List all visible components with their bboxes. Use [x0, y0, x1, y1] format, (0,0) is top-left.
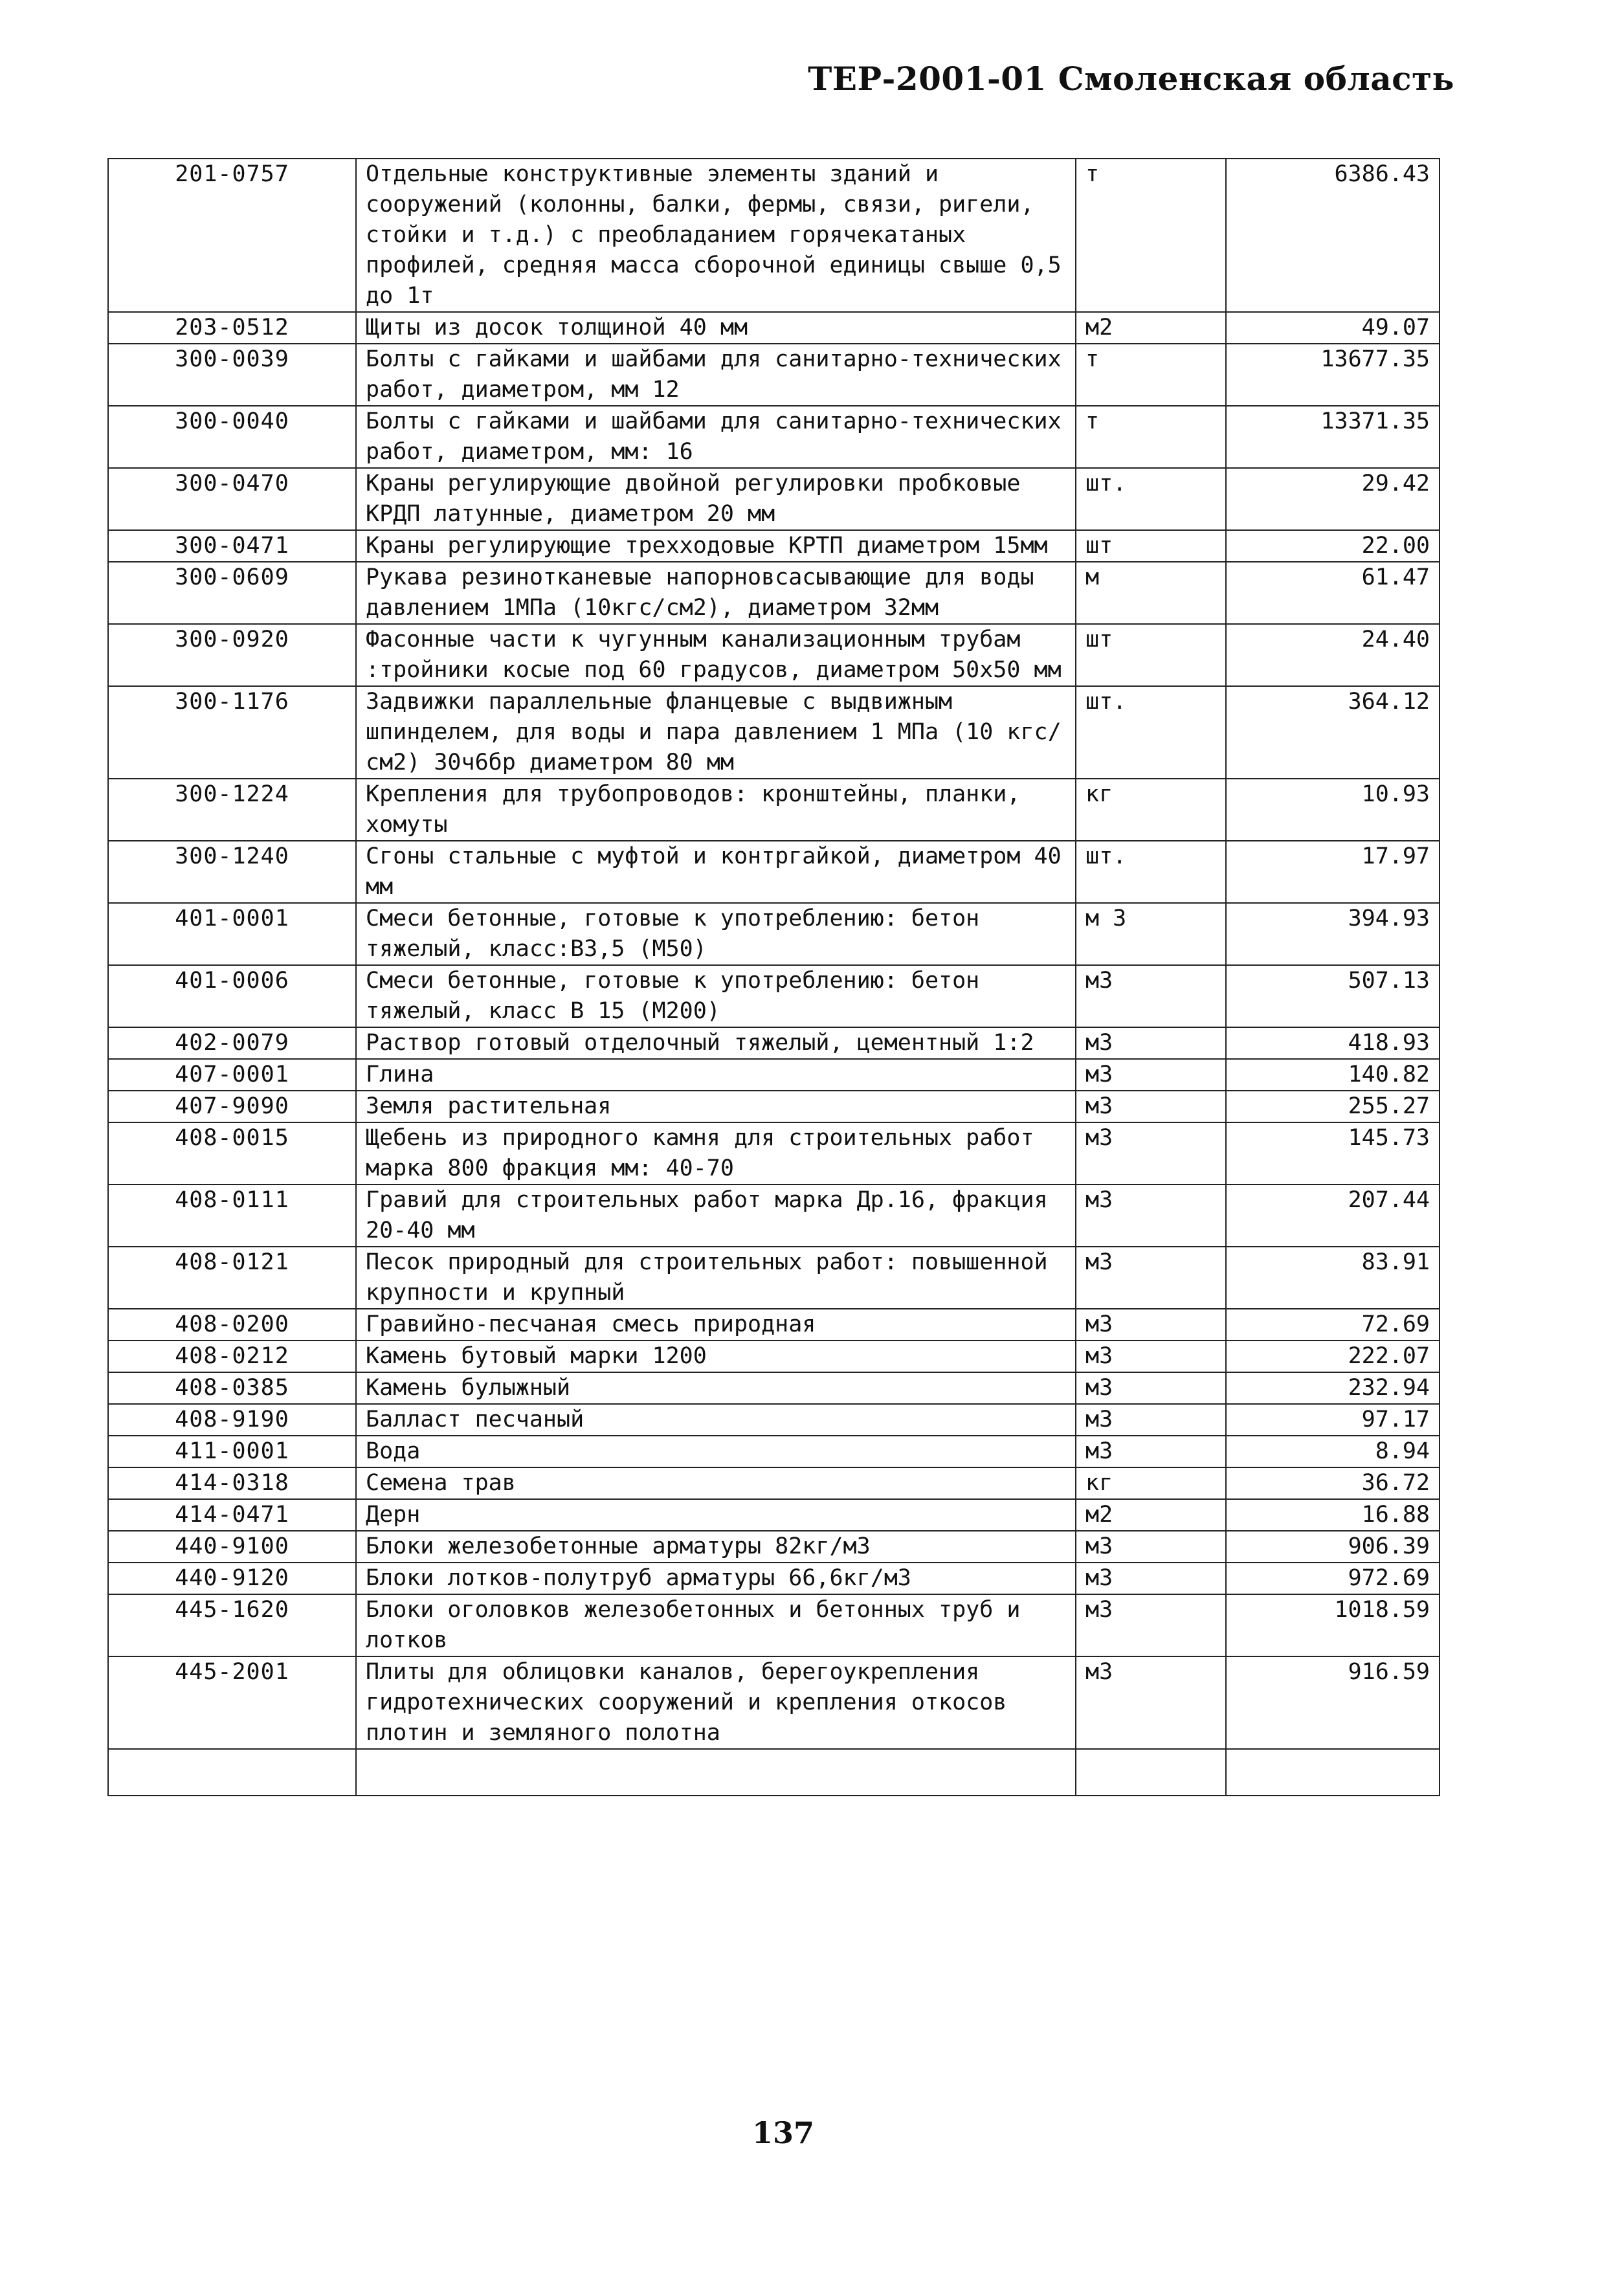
name-cell: Семена трав	[356, 1467, 1076, 1499]
name-cell: Рукава резинотканевые напорновсасывающие для воды давлением 1МПа (10кгс/см2), диаметром 32мм	[356, 562, 1076, 624]
code-cell: 203-0512	[108, 312, 356, 344]
unit-cell: м3	[1076, 1341, 1226, 1372]
price-table	[107, 158, 1440, 1796]
name-cell: Щебень из природного камня для строительных работ марка 800 фракция мм: 40-70	[356, 1122, 1076, 1185]
code-cell: 411-0001	[108, 1436, 356, 1467]
price-cell: 394.93	[1226, 903, 1440, 965]
name-cell: Балласт песчаный	[356, 1404, 1076, 1436]
price-cell: 232.94	[1226, 1372, 1440, 1404]
unit-cell: м3	[1076, 1531, 1226, 1563]
code-cell: 408-0121	[108, 1247, 356, 1309]
name-cell: Глина	[356, 1059, 1076, 1091]
code-cell: 445-1620	[108, 1594, 356, 1656]
table-row	[108, 159, 1440, 312]
code-cell: 440-9100	[108, 1531, 356, 1563]
code-cell: 201-0757	[108, 159, 356, 312]
code-cell: 300-0039	[108, 344, 356, 406]
code-cell: 445-2001	[108, 1656, 356, 1749]
name-cell: Фасонные части к чугунным канализационным трубам :тройники косые под 60 градусов, диаметром 50х50 мм	[356, 624, 1076, 686]
code-cell: 300-0470	[108, 468, 356, 530]
price-table-body	[108, 159, 1440, 1796]
name-cell: Смеси бетонные, готовые к употреблению: бетон тяжелый, класс:В3,5 (М50)	[356, 903, 1076, 965]
table-row	[108, 1467, 1440, 1499]
price-cell: 145.73	[1226, 1122, 1440, 1185]
empty-cell	[1226, 1749, 1440, 1796]
code-cell: 300-0471	[108, 530, 356, 562]
table-row	[108, 344, 1440, 406]
table-row	[108, 841, 1440, 903]
name-cell: Смеси бетонные, готовые к употреблению: бетон тяжелый, класс В 15 (М200)	[356, 965, 1076, 1027]
table-row	[108, 1436, 1440, 1467]
name-cell: Болты с гайками и шайбами для санитарно-технических работ, диаметром, мм: 16	[356, 406, 1076, 468]
table-row	[108, 562, 1440, 624]
price-cell: 255.27	[1226, 1091, 1440, 1122]
name-cell: Блоки железобетонные арматуры 82кг/м3	[356, 1531, 1076, 1563]
unit-cell: м3	[1076, 1656, 1226, 1749]
price-cell: 906.39	[1226, 1531, 1440, 1563]
name-cell: Болты с гайками и шайбами для санитарно-технических работ, диаметром, мм 12	[356, 344, 1076, 406]
table-row	[108, 468, 1440, 530]
table-row	[108, 1309, 1440, 1341]
table-row	[108, 1091, 1440, 1122]
code-cell: 402-0079	[108, 1027, 356, 1059]
name-cell: Камень бутовый марки 1200	[356, 1341, 1076, 1372]
price-cell: 1018.59	[1226, 1594, 1440, 1656]
name-cell: Задвижки параллельные фланцевые с выдвижным шпинделем, для воды и пара давлением 1 МПа (10 кгс/см2) 30ч6бр диаметром 80 мм	[356, 686, 1076, 779]
price-cell: 97.17	[1226, 1404, 1440, 1436]
name-cell: Раствор готовый отделочный тяжелый, цементный 1:2	[356, 1027, 1076, 1059]
code-cell: 440-9120	[108, 1563, 356, 1594]
name-cell: Щиты из досок толщиной 40 мм	[356, 312, 1076, 344]
table-row	[108, 1122, 1440, 1185]
name-cell: Отдельные конструктивные элементы зданий и сооружений (колонны, балки, фермы, связи, ригели, стойки и т.д.) с преобладанием горячекатаных профилей, средняя масса сборочной единицы свыше 0,5 до 1т	[356, 159, 1076, 312]
price-cell: 24.40	[1226, 624, 1440, 686]
price-cell: 49.07	[1226, 312, 1440, 344]
price-cell: 507.13	[1226, 965, 1440, 1027]
unit-cell: кг	[1076, 1467, 1226, 1499]
table-row	[108, 779, 1440, 841]
code-cell: 407-0001	[108, 1059, 356, 1091]
price-cell: 10.93	[1226, 779, 1440, 841]
name-cell: Блоки оголовков железобетонных и бетонных труб и лотков	[356, 1594, 1076, 1656]
table-row	[108, 406, 1440, 468]
name-cell: Плиты для облицовки каналов, берегоукрепления гидротехнических сооружений и крепления откосов плотин и земляного полотна	[356, 1656, 1076, 1749]
name-cell: Песок природный для строительных работ: повышенной крупности и крупный	[356, 1247, 1076, 1309]
table-filler-row	[108, 1749, 1440, 1796]
table-row	[108, 1594, 1440, 1656]
price-cell: 916.59	[1226, 1656, 1440, 1749]
unit-cell: м3	[1076, 1185, 1226, 1247]
unit-cell: кг	[1076, 779, 1226, 841]
name-cell: Камень булыжный	[356, 1372, 1076, 1404]
code-cell: 408-0015	[108, 1122, 356, 1185]
table-row	[108, 686, 1440, 779]
unit-cell: м	[1076, 562, 1226, 624]
name-cell: Краны регулирующие двойной регулировки пробковые КРДП латунные, диаметром 20 мм	[356, 468, 1076, 530]
code-cell: 300-1176	[108, 686, 356, 779]
price-cell: 364.12	[1226, 686, 1440, 779]
unit-cell: м2	[1076, 1499, 1226, 1531]
table-row	[108, 965, 1440, 1027]
price-cell: 36.72	[1226, 1467, 1440, 1499]
page-number: 137	[751, 2115, 815, 2150]
name-cell: Краны регулирующие трехходовые КРТП диаметром 15мм	[356, 530, 1076, 562]
price-cell: 16.88	[1226, 1499, 1440, 1531]
unit-cell: м3	[1076, 1122, 1226, 1185]
code-cell: 401-0001	[108, 903, 356, 965]
unit-cell: шт.	[1076, 686, 1226, 779]
unit-cell: м3	[1076, 1091, 1226, 1122]
price-cell: 8.94	[1226, 1436, 1440, 1467]
unit-cell: т	[1076, 344, 1226, 406]
code-cell: 300-1224	[108, 779, 356, 841]
price-cell: 72.69	[1226, 1309, 1440, 1341]
table-row	[108, 1059, 1440, 1091]
unit-cell: м3	[1076, 1372, 1226, 1404]
unit-cell: м 3	[1076, 903, 1226, 965]
code-cell: 408-0111	[108, 1185, 356, 1247]
table-row	[108, 1499, 1440, 1531]
price-cell: 17.97	[1226, 841, 1440, 903]
price-cell: 13677.35	[1226, 344, 1440, 406]
name-cell: Гравий для строительных работ марка Др.16, фракция 20-40 мм	[356, 1185, 1076, 1247]
unit-cell: м3	[1076, 1594, 1226, 1656]
price-cell: 972.69	[1226, 1563, 1440, 1594]
unit-cell: м3	[1076, 1027, 1226, 1059]
price-cell: 6386.43	[1226, 159, 1440, 312]
table-row	[108, 903, 1440, 965]
code-cell: 408-0212	[108, 1341, 356, 1372]
table-row	[108, 1563, 1440, 1594]
table-row	[108, 1372, 1440, 1404]
code-cell: 414-0471	[108, 1499, 356, 1531]
price-cell: 140.82	[1226, 1059, 1440, 1091]
unit-cell: т	[1076, 406, 1226, 468]
name-cell: Гравийно-песчаная смесь природная	[356, 1309, 1076, 1341]
price-cell: 83.91	[1226, 1247, 1440, 1309]
unit-cell: шт.	[1076, 841, 1226, 903]
code-cell: 300-1240	[108, 841, 356, 903]
table-row	[108, 1404, 1440, 1436]
name-cell: Блоки лотков-полутруб арматуры 66,6кг/м3	[356, 1563, 1076, 1594]
table-row	[108, 1247, 1440, 1309]
unit-cell: шт.	[1076, 468, 1226, 530]
code-cell: 414-0318	[108, 1467, 356, 1499]
unit-cell: м3	[1076, 1436, 1226, 1467]
price-cell: 207.44	[1226, 1185, 1440, 1247]
code-cell: 300-0920	[108, 624, 356, 686]
code-cell: 408-0200	[108, 1309, 356, 1341]
name-cell: Дерн	[356, 1499, 1076, 1531]
unit-cell: м3	[1076, 965, 1226, 1027]
unit-cell: шт	[1076, 624, 1226, 686]
code-cell: 408-0385	[108, 1372, 356, 1404]
code-cell: 300-0609	[108, 562, 356, 624]
table-row	[108, 1027, 1440, 1059]
price-cell: 22.00	[1226, 530, 1440, 562]
unit-cell: м3	[1076, 1404, 1226, 1436]
unit-cell: шт	[1076, 530, 1226, 562]
page-title: ТЕР-2001-01 Смоленская область	[808, 60, 1454, 98]
unit-cell: м3	[1076, 1309, 1226, 1341]
table-row	[108, 530, 1440, 562]
price-cell: 13371.35	[1226, 406, 1440, 468]
code-cell: 300-0040	[108, 406, 356, 468]
empty-cell	[1076, 1749, 1226, 1796]
empty-cell	[108, 1749, 356, 1796]
name-cell: Сгоны стальные с муфтой и контргайкой, диаметром 40 мм	[356, 841, 1076, 903]
table-row	[108, 1656, 1440, 1749]
table-row	[108, 1341, 1440, 1372]
name-cell: Вода	[356, 1436, 1076, 1467]
table-row	[108, 312, 1440, 344]
code-cell: 408-9190	[108, 1404, 356, 1436]
code-cell: 407-9090	[108, 1091, 356, 1122]
price-cell: 29.42	[1226, 468, 1440, 530]
price-cell: 222.07	[1226, 1341, 1440, 1372]
empty-cell	[356, 1749, 1076, 1796]
unit-cell: м2	[1076, 312, 1226, 344]
name-cell: Крепления для трубопроводов: кронштейны, планки, хомуты	[356, 779, 1076, 841]
name-cell: Земля растительная	[356, 1091, 1076, 1122]
price-cell: 418.93	[1226, 1027, 1440, 1059]
unit-cell: м3	[1076, 1059, 1226, 1091]
code-cell: 401-0006	[108, 965, 356, 1027]
unit-cell: м3	[1076, 1247, 1226, 1309]
table-row	[108, 624, 1440, 686]
table-row	[108, 1531, 1440, 1563]
unit-cell: т	[1076, 159, 1226, 312]
unit-cell: м3	[1076, 1563, 1226, 1594]
price-cell: 61.47	[1226, 562, 1440, 624]
table-row	[108, 1185, 1440, 1247]
